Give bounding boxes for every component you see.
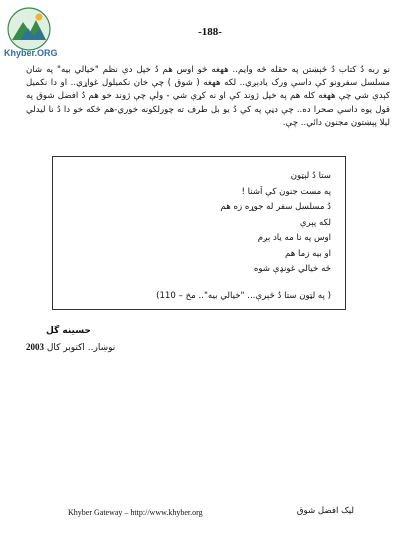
logo-text: Khyber.ORG xyxy=(4,48,58,58)
body-paragraph: نو ربه دُ کتاب دُ څېښتن په حقله څه وايم.. ههغه څو اوس هم دُ خپل دې نظم "خيالي بيه" په شان مسلسل سفرونو کې داسې ورک يادېږي.. لکه ههغه ( شوق ) چې خان نکميلول غواړي.. او دا نکميل کېدې شي چې ههغه کله هم په خپل ژوند کې او نه کړې شي - ولې چې ژوند خو هم دُ افضل شوق په قول يوه داسې صحرا ده.. چې دڼې په کې دُ يو بل طرف ته چورلکونه خوري-هم څکه خو دا دُ نا ليدلي ليلا پېښتون مجنون دائي.. چې. xyxy=(26,65,390,128)
poem-line: ستا دُ لېټون xyxy=(290,171,331,181)
poem-line: په مست جنون کې اَشنا ! xyxy=(241,186,331,197)
poem-line: او بيه زما هم xyxy=(285,248,331,259)
footer-author: ليک افضل شوق xyxy=(296,506,354,516)
page-number: -188- xyxy=(198,26,222,38)
poem-line: اوس په نا مه ياد ېږم xyxy=(257,233,331,243)
poem-box xyxy=(52,156,346,310)
place-text: نوښار.. اکتوبر کال xyxy=(46,343,116,353)
footer-website: Khyber Gateway – http://www.khyber.org xyxy=(68,508,203,517)
poem-line: لکه پېرې xyxy=(299,217,331,228)
poem-line: دُ مسلسل سفر له جوړه زه هم xyxy=(220,202,331,212)
place-date xyxy=(26,342,115,353)
poem-citation: ( په لټون ستا دُ څېرې... "خيالي بيه".. مخ – 110) xyxy=(156,291,331,301)
year-text: 2003 xyxy=(26,342,44,352)
poem-line: څه خيالي غونډې شوه xyxy=(253,264,331,274)
author-name: حسينه گل xyxy=(46,326,91,336)
